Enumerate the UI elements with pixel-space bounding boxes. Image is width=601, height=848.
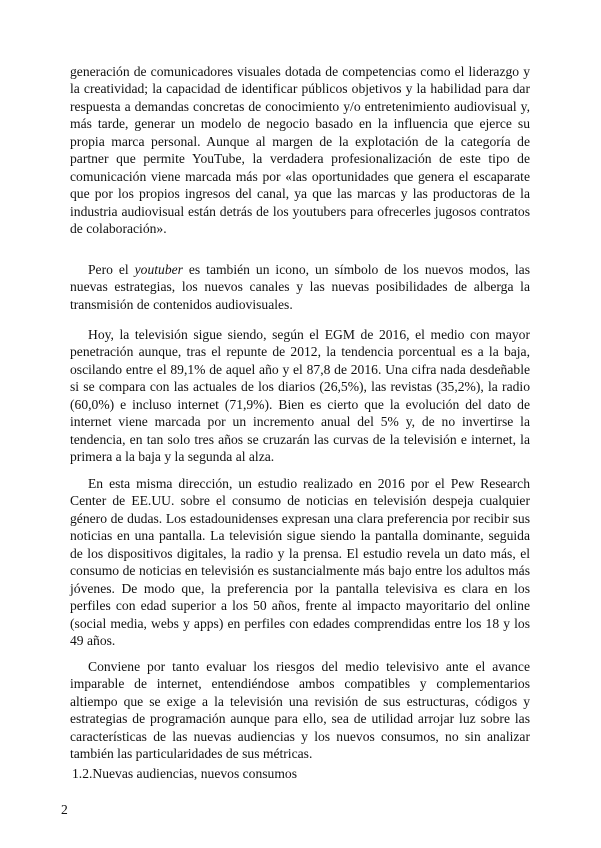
section-heading: 1.2.Nuevas audiencias, nuevos consumos bbox=[72, 766, 298, 781]
paragraph-2-start: Pero el bbox=[88, 262, 135, 277]
paragraph-5: Conviene por tanto evaluar los riesgos del medio televisivo ante el avance imparable de internet, entendiéndose ambos compatibles y complementarios altiempo que se exige a la televisión una revisión de sus estructuras, códigos y estrategias de programación aunque para ello, sea de utilidad arrojar luz sobre las características de las nuevas audiencias y los nuevos consumos, no sin analizar también las particularidades de sus métricas. bbox=[70, 659, 530, 762]
paragraph-4: En esta misma dirección, un estudio realizado en 2016 por el Pew Research Center de EE.UU. sobre el consumo de noticias en televisión despeja cualquier género de dudas. Los estadounidenses expresan una clara preferencia por recibir sus noticias en una pantalla. La televisión sigue siendo la pantalla dominante, seguida de los dispositivos digitales, la radio y la prensa. El estudio revela un dato más, el consumo de noticias en televisión es sustancialmente más bajo entre los adultos más jóvenes. De modo que, la preferencia por la pantalla televisiva es clara en los perfiles con edad superior a los 50 años, frente al impacto mayoritario del online (social media, webs y apps) en perfiles con edades comprendidas entre los 18 y los 49 años. bbox=[70, 476, 530, 649]
paragraph-1: generación de comunicadores visuales dotada de competencias como el liderazgo y la creatividad; la capacidad de identificar públicos objetivos y la habilidad para dar respuesta a demandas concretas de conocimiento y/o entretenimiento audiovisual y, más tarde, generar un modelo de negocio basado en la influencia que ejerce su propia marca personal. Aunque al margen de la explotación de la categoría de partner que permite YouTube, la verdadera profesionalización de este tipo de comunicación viene marcada más por «las oportunidades que genera el escaparate que por los propios ingresos del canal, ya que las marcas y las productoras de la industria audiovisual están detrás de los youtubers para ofrecerles jugosos contratos de colaboración». bbox=[70, 64, 530, 237]
paragraph-3: Hoy, la televisión sigue siendo, según el EGM de 2016, el medio con mayor penetración aunque, tras el repunte de 2012, la tendencia porcentual es a la baja, oscilando entre el 89,1% de aquel año y el 87,8 de 2016. Una cifra nada desdeñable si se compara con las actuales de los diarios (26,5%), las revistas (35,2%), la radio (60,0%) e incluso internet (71,9%). Bien es cierto que la evolución del dato de internet viene marcada por un incremento anual del 5% y, de no invertirse la tendencia, en tan solo tres años se cruzarán las curvas de la televisión e internet, la primera a la baja y la segunda al alza. bbox=[70, 327, 530, 465]
youtuber-term: youtuber bbox=[134, 262, 183, 277]
page-number: 2 bbox=[61, 802, 68, 817]
paragraph-2-end: es también un icono, un símbolo de los nuevos modos, las nuevas estrategias, los nuevos canales y las nuevas posibilidades de alberga la transmisión de contenidos audiovisuales. bbox=[70, 262, 530, 312]
paragraph-2 bbox=[70, 261, 530, 313]
